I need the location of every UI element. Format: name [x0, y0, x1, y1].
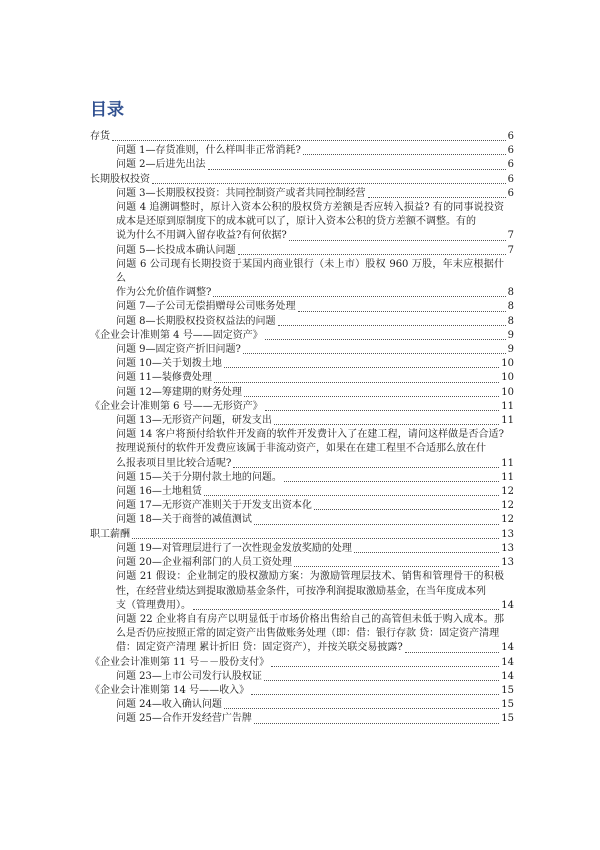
toc-dot-leader: [233, 467, 499, 468]
toc-entry-text: 问题 17—无形资产准则关于开发支出资本化: [116, 500, 312, 512]
toc-dot-leader: [303, 154, 506, 155]
toc-entry-line: [90, 528, 514, 542]
toc-question-entry[interactable]: [90, 187, 514, 201]
toc-dot-leader: [314, 509, 499, 510]
toc-entry-text: 问题 3—长期股权投资：共同控制资产或者共同控制经营: [116, 187, 366, 199]
toc-dot-leader: [368, 197, 506, 198]
toc-question-entry[interactable]: [90, 556, 514, 570]
toc-dot-leader: [243, 353, 506, 354]
toc-entry-text: 问题 13—无形资产问题，研发支出: [116, 415, 272, 427]
toc-entry-text-wrapped: 问题 4 追溯调整时，原计入资本公积的股权贷方差额是否应转入损益? 有的同事说投资成本是还原到原制度下的成本就可以了，原计入资本公积的贷方差额不调整。有的: [116, 202, 504, 228]
toc-page-number: 8: [507, 287, 514, 299]
toc-entry-text: 问题 15—关于分期付款土地的问题。: [116, 471, 282, 483]
toc-entry-text: 问题 5—长投成本确认问题: [116, 244, 236, 256]
toc-dot-leader: [238, 254, 506, 255]
toc-dot-leader: [405, 652, 500, 653]
toc-entry-line: [116, 244, 514, 258]
toc-dot-leader: [152, 183, 506, 184]
toc-section-entry[interactable]: [90, 684, 514, 698]
toc-dot-leader: [274, 424, 499, 425]
toc-question-entry[interactable]: [90, 158, 514, 172]
toc-entry-line: [116, 144, 514, 158]
toc-entry-line: [116, 414, 514, 428]
toc-page-number: 13: [501, 528, 514, 540]
toc-entry-text-wrapped: 问题 14 客户将预付给软件开发商的软件开发费计入了在建工程，请问这样做是否合适? 按理说预付的软件开发费应该属于非流动资产，如果在在建工程里不合适那么放在什: [116, 429, 504, 455]
toc-entry-text: 问题 9—固定资产折旧问题?: [116, 344, 241, 356]
toc-entry-text: 职工薪酬: [90, 528, 130, 540]
toc-dot-leader: [213, 296, 505, 297]
toc-entry-line: [116, 158, 514, 172]
toc-question-entry[interactable]: [90, 499, 514, 513]
toc-page-number: 8: [507, 315, 514, 327]
toc-entry-line: [116, 542, 514, 556]
toc-title: 目录: [90, 100, 124, 120]
toc-entry-line: [116, 556, 514, 570]
toc-question-entry[interactable]: [90, 670, 514, 684]
toc-section-entry[interactable]: [90, 173, 514, 187]
toc-entry-text-wrapped: 问题 21 假设：企业制定的股权激励方案：为激励管理层技术、销售和管理骨干的积极性，在经营业绩达到提取激励基金条件，可按净利润提取激励基金，在当年度成本列: [116, 571, 504, 597]
toc-dot-leader: [271, 666, 499, 667]
toc-dot-leader: [214, 382, 499, 383]
toc-page-number: 13: [501, 542, 514, 554]
toc-section-entry[interactable]: [90, 130, 514, 144]
toc-entry-line: [116, 315, 514, 329]
toc-question-entry[interactable]: [90, 712, 514, 726]
toc-dot-leader: [251, 694, 499, 695]
toc-entry-line: [116, 229, 514, 243]
toc-entry-text: 问题 18—关于商誉的减值测试: [116, 514, 252, 526]
toc-entry-line: [90, 329, 514, 343]
toc-page-number: 10: [501, 372, 514, 384]
toc-dot-leader: [204, 495, 499, 496]
toc-dot-leader: [265, 410, 500, 411]
toc-page-number: 6: [507, 131, 514, 142]
toc-page-number: 11: [501, 471, 514, 483]
toc-dot-leader: [112, 140, 506, 141]
toc-entry-text: 问题 10—关于划拨土地: [116, 358, 222, 370]
toc-page-number: 12: [501, 500, 514, 512]
toc-page-number: 15: [501, 699, 514, 711]
toc-entry-text: 问题 16—土地租赁: [116, 486, 202, 498]
toc-page-number: 6: [507, 159, 514, 171]
toc-page-number: 9: [507, 344, 514, 356]
toc-entry-text: 借：固定资产清理 累计折旧 贷：固定资产），并按关联交易披露?: [116, 642, 403, 654]
toc-page-number: 10: [501, 386, 514, 398]
toc-page-number: 11: [501, 457, 514, 469]
toc-question-entry[interactable]: [90, 201, 514, 244]
toc-dot-leader: [354, 552, 499, 553]
toc-dot-leader: [208, 169, 506, 170]
toc-dot-leader: [254, 524, 499, 525]
toc-list: [90, 130, 514, 727]
toc-entry-line: [116, 485, 514, 499]
toc-page-number: 6: [507, 173, 514, 185]
toc-entry-text: 《企业会计准则第 6 号——无形资产》: [90, 400, 263, 412]
toc-dot-leader: [193, 609, 499, 610]
toc-dot-leader: [298, 311, 506, 312]
toc-question-entry[interactable]: [90, 371, 514, 385]
toc-page-number: 15: [501, 684, 514, 696]
toc-dot-leader: [254, 723, 499, 724]
toc-entry-text-wrapped: 问题 22 企业将自有房产以明显低于市场价格出售给自己的高管但未低于购入成本。那么是否仍应按照正常的固定资产出售做账务处理（即：借：银行存款 贷：固定资产清理: [116, 613, 504, 640]
toc-entry-line: [116, 371, 514, 385]
toc-entry-text: 存货: [90, 131, 110, 142]
toc-dot-leader: [294, 566, 499, 567]
toc-entry-line: [116, 471, 514, 485]
toc-entry-line: [116, 599, 514, 613]
toc-entry-line: [116, 386, 514, 400]
toc-page-number: 7: [507, 244, 514, 256]
toc-entry-text: 《企业会计准则第 11 号－－股份支付》: [90, 656, 270, 668]
toc-entry-line: [116, 641, 514, 655]
toc-page-number: 11: [501, 400, 514, 412]
toc-question-entry[interactable]: [90, 315, 514, 329]
toc-page-number: 6: [507, 145, 514, 157]
toc-page-number: 10: [501, 358, 514, 370]
toc-question-entry[interactable]: [90, 357, 514, 371]
toc-entry-text: 问题 11—装修费处理: [116, 372, 212, 384]
toc-entry-text: 问题 7—子公司无偿捐赠母公司账务处理: [116, 301, 296, 313]
toc-dot-leader: [224, 708, 499, 709]
toc-entry-text: 问题 1—存货准则，什么样叫非正常消耗?: [116, 145, 301, 157]
toc-entry-line: [116, 187, 514, 201]
toc-entry-line: [116, 670, 514, 684]
toc-entry-line: [90, 656, 514, 670]
toc-entry-text: 问题 25—合作开发经营广告牌: [116, 713, 252, 725]
toc-question-entry[interactable]: [90, 513, 514, 527]
toc-section-entry[interactable]: [90, 400, 514, 414]
toc-page-number: 12: [501, 486, 514, 498]
toc-question-entry[interactable]: [90, 542, 514, 556]
toc-entry-line: [116, 286, 514, 300]
toc-question-entry[interactable]: [90, 613, 514, 656]
toc-page-number: 14: [501, 670, 514, 682]
toc-entry-line: [116, 499, 514, 513]
toc-dot-leader: [284, 481, 499, 482]
toc-entry-text: 长期股权投资: [90, 173, 150, 185]
toc-section-entry[interactable]: [90, 329, 514, 343]
toc-entry-line: [116, 357, 514, 371]
toc-question-entry[interactable]: [90, 570, 514, 613]
toc-page-number: 6: [507, 187, 514, 199]
toc-entry-text: 么报表项目里比较合适呢?: [116, 457, 232, 469]
toc-question-entry[interactable]: [90, 244, 514, 258]
toc-entry-text: 问题 2—后进先出法: [116, 159, 206, 171]
toc-page-number: 14: [501, 642, 514, 654]
toc-question-entry[interactable]: [90, 698, 514, 712]
toc-question-entry[interactable]: [90, 343, 514, 357]
toc-entry-text: 说为什么不用调入留存收益?有何依据?: [116, 230, 287, 242]
toc-dot-leader: [265, 339, 506, 340]
toc-entry-text: 问题 19—对管理层进行了一次性现金发放奖励的处理: [116, 542, 352, 554]
toc-question-entry[interactable]: [90, 144, 514, 158]
toc-page-number: 11: [501, 415, 514, 427]
toc-entry-line: [116, 300, 514, 314]
toc-dot-leader: [132, 538, 499, 539]
toc-entry-line: [116, 343, 514, 357]
toc-page-number: 9: [507, 329, 514, 341]
toc-question-entry[interactable]: [90, 471, 514, 485]
toc-entry-text: 问题 23—上市公司发行认股权证: [116, 670, 262, 682]
toc-entry-line: [116, 457, 514, 471]
toc-page-number: 7: [507, 230, 514, 242]
toc-question-entry[interactable]: [90, 386, 514, 400]
toc-dot-leader: [264, 680, 499, 681]
toc-entry-line: [90, 173, 514, 187]
toc-entry-text: 作为公允价值作调整?: [116, 287, 212, 299]
toc-entry-text: 《企业会计准则第 4 号——固定资产》: [90, 329, 263, 341]
toc-entry-text-wrapped: 问题 6 公司现有长期投资于某国内商业银行（未上市）股权 960 万股，年末应根据什么: [116, 258, 504, 285]
toc-entry-text: 问题 12—筹建期的财务处理: [116, 386, 242, 398]
toc-question-entry[interactable]: [90, 258, 514, 301]
toc-question-entry[interactable]: [90, 414, 514, 428]
toc-entry-text: 问题 8—长期股权投资权益法的问题: [116, 315, 276, 327]
toc-dot-leader: [244, 396, 499, 397]
toc-dot-leader: [278, 325, 506, 326]
toc-entry-line: [116, 712, 514, 726]
toc-page-number: 15: [501, 713, 514, 725]
toc-entry-line: [116, 513, 514, 527]
toc-page-number: 14: [501, 599, 514, 611]
toc-entry-line: [90, 130, 514, 144]
toc-entry-text: 支（管理费用）。: [116, 599, 191, 611]
toc-entry-line: [90, 400, 514, 414]
toc-section-entry[interactable]: [90, 528, 514, 542]
toc-page: [90, 100, 514, 727]
toc-section-entry[interactable]: [90, 656, 514, 670]
toc-entry-text: 问题 20—企业福利部门的人员工资处理: [116, 557, 292, 569]
toc-page-number: 13: [501, 557, 514, 569]
toc-dot-leader: [224, 367, 499, 368]
toc-page-number: 12: [501, 514, 514, 526]
toc-entry-text: 《企业会计准则第 14 号——收入》: [90, 684, 250, 696]
toc-entry-line: [90, 684, 514, 698]
toc-dot-leader: [289, 240, 506, 241]
toc-page-number: 8: [507, 301, 514, 313]
toc-entry-text: 问题 24—收入确认问题: [116, 699, 222, 711]
toc-entry-line: [116, 698, 514, 712]
toc-page-number: 14: [501, 656, 514, 668]
toc-question-entry[interactable]: [90, 428, 514, 471]
toc-question-entry[interactable]: [90, 485, 514, 499]
toc-question-entry[interactable]: [90, 300, 514, 314]
